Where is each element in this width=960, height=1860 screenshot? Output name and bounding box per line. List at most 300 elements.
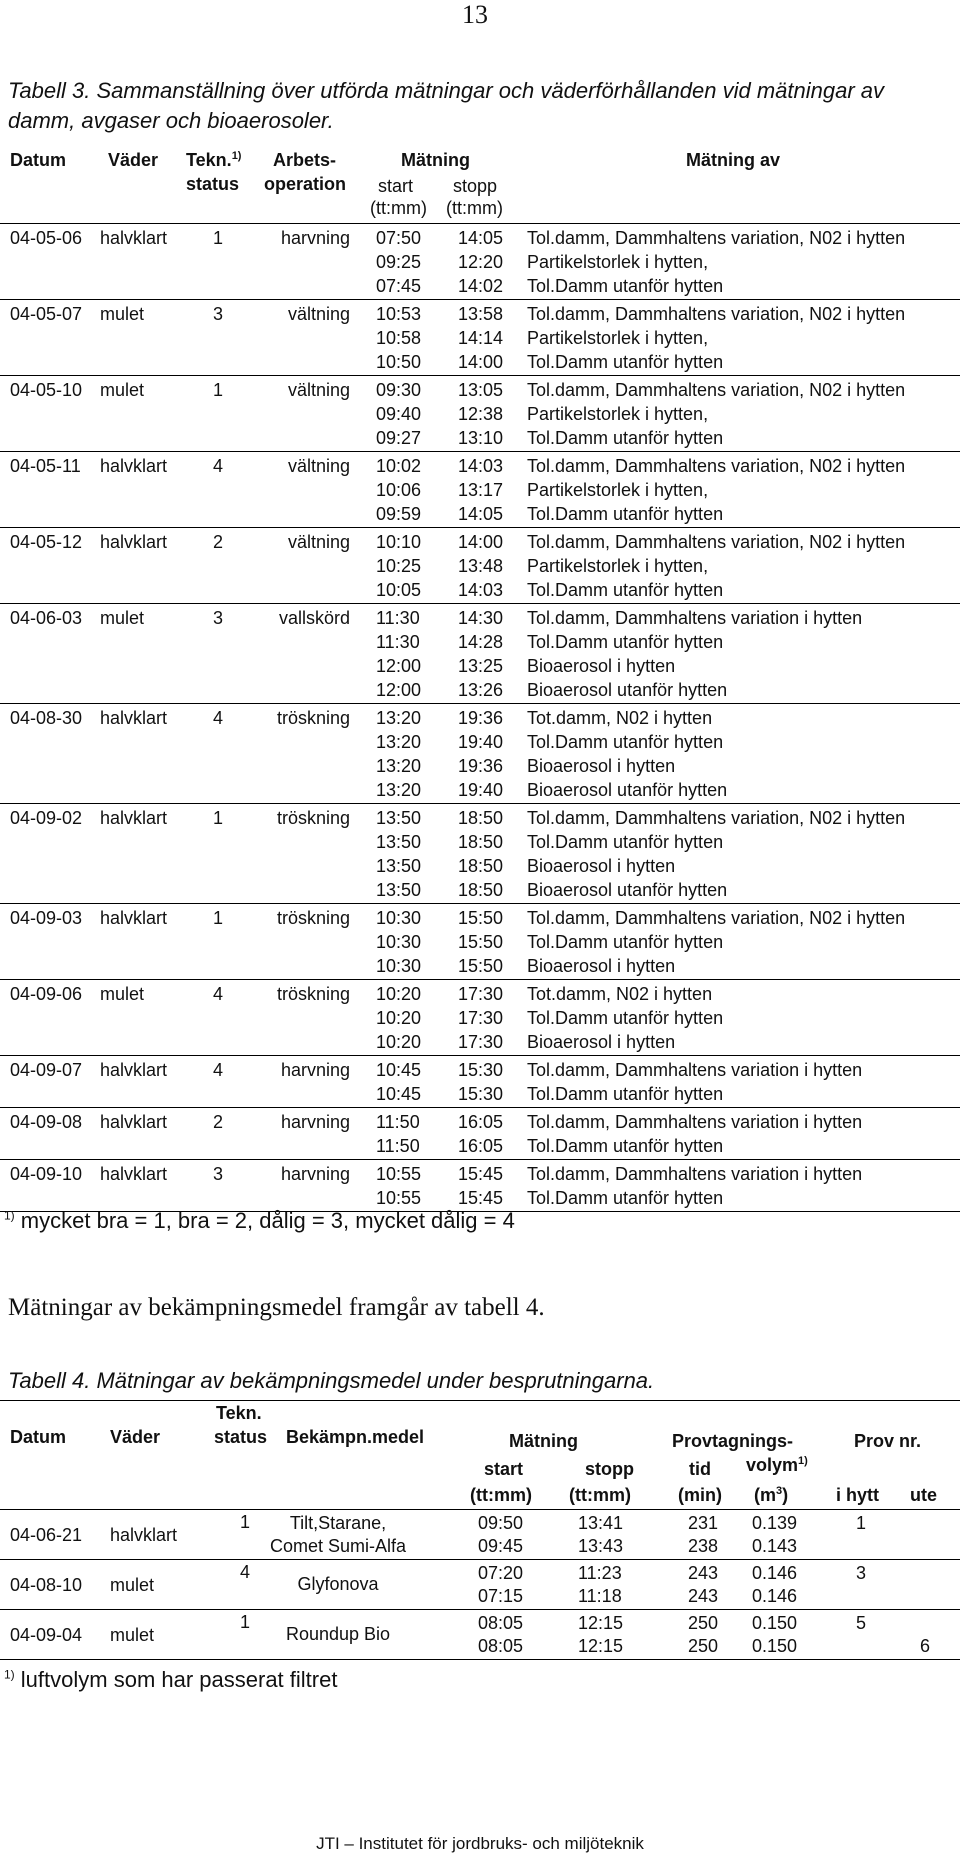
t4-header-medel: Bekämpn.medel <box>286 1427 425 1447</box>
cell-measurement: Tol.Damm utanför hytten <box>527 732 724 752</box>
cell-date: 04-05-06 <box>10 228 83 248</box>
cell-stop: 16:05 <box>458 1112 504 1132</box>
cell-operation: vältning <box>287 532 350 552</box>
cell-measurement: Tol.Damm utanför hytten <box>527 932 724 952</box>
cell-agent: Glyfonova <box>297 1574 379 1594</box>
cell-date: 04-09-08 <box>10 1112 83 1132</box>
cell-weather: halvklart <box>100 708 168 728</box>
cell-stop: 15:45 <box>458 1164 504 1184</box>
cell-weather: halvklart <box>110 1525 178 1545</box>
table-row <box>0 530 960 554</box>
cell-operation: harvning <box>280 1112 350 1132</box>
cell-weather: halvklart <box>100 1112 168 1132</box>
cell-date: 04-09-10 <box>10 1164 83 1184</box>
cell-date: 04-09-02 <box>10 808 83 828</box>
cell-time: 250 <box>688 1613 719 1633</box>
cell-measurement: Tol.damm, Dammhaltens variation, N02 i hytten <box>527 456 906 476</box>
cell-measurement: Tol.damm, Dammhaltens variation i hytten <box>527 1164 863 1184</box>
cell-date: 04-06-03 <box>10 608 83 628</box>
table-row <box>0 302 960 326</box>
cell-weather: halvklart <box>100 228 168 248</box>
table-row <box>0 554 960 578</box>
header-vader: Väder <box>108 150 159 170</box>
table-group <box>0 904 960 980</box>
cell-stop: 18:50 <box>458 808 504 828</box>
cell-start: 10:45 <box>376 1060 422 1080</box>
cell-date: 04-09-04 <box>10 1625 83 1645</box>
cell-operation: vältning <box>287 380 350 400</box>
cell-status: 1 <box>240 1512 251 1532</box>
cell-weather: mulet <box>110 1575 155 1595</box>
body-paragraph: Mätningar av bekämpningsmedel framgår av tabell 4. <box>8 1294 545 1321</box>
cell-stop: 17:30 <box>458 984 504 1004</box>
table-row <box>0 654 960 678</box>
table-group <box>0 1160 960 1212</box>
cell-stop: 14:05 <box>458 504 504 524</box>
table-group <box>0 300 960 376</box>
cell-agent: Comet Sumi-Alfa <box>269 1536 407 1556</box>
cell-start: 09:30 <box>376 380 422 400</box>
cell-stop: 13:41 <box>578 1513 624 1533</box>
cell-start: 10:30 <box>376 908 422 928</box>
cell-operation: vallskörd <box>278 608 350 628</box>
cell-date: 04-09-03 <box>10 908 83 928</box>
cell-start: 10:30 <box>376 956 422 976</box>
cell-start: 10:25 <box>376 556 422 576</box>
cell-start: 11:30 <box>376 608 420 628</box>
header-operation: operation <box>264 174 347 194</box>
cell-status: 2 <box>213 532 224 552</box>
t4-header-status: status <box>214 1427 268 1447</box>
header-status: status <box>186 174 240 194</box>
table-row <box>0 630 960 654</box>
cell-measurement: Partikelstorlek i hytten, <box>527 404 709 424</box>
cell-measurement: Tol.damm, Dammhaltens variation, N02 i hytten <box>527 304 906 324</box>
cell-start: 09:40 <box>376 404 422 424</box>
cell-stop: 13:10 <box>458 428 504 448</box>
cell-stop: 15:30 <box>458 1084 504 1104</box>
cell-time: 243 <box>688 1586 719 1606</box>
t4-header-vader: Väder <box>110 1427 161 1447</box>
cell-status: 4 <box>240 1562 251 1582</box>
cell-volume: 0.150 <box>752 1613 798 1633</box>
cell-stop: 12:15 <box>578 1636 624 1656</box>
cell-time: 243 <box>688 1563 719 1583</box>
footnote-text: mycket bra = 1, bra = 2, dålig = 3, mycket dålig = 4 <box>20 1208 515 1233</box>
cell-start: 09:27 <box>376 428 422 448</box>
table-row <box>0 426 960 450</box>
cell-operation: tröskning <box>276 908 350 928</box>
table-row <box>0 1058 960 1082</box>
cell-start: 09:59 <box>376 504 422 524</box>
cell-volume: 0.139 <box>752 1513 798 1533</box>
cell-status: 3 <box>213 304 224 324</box>
table3-footnote <box>4 1208 515 1234</box>
footnote-mark: 1) <box>4 1667 15 1682</box>
cell-measurement: Tol.Damm utanför hytten <box>527 580 724 600</box>
cell-stop: 17:30 <box>458 1032 504 1052</box>
header-arbets: Arbets- <box>273 150 337 170</box>
cell-start: 10:55 <box>376 1188 422 1208</box>
cell-stop: 15:45 <box>458 1188 504 1208</box>
table4-caption: Tabell 4. Mätningar av bekämpningsmedel under besprutningarna. <box>8 1368 655 1393</box>
table-row <box>0 878 960 902</box>
cell-operation: harvning <box>280 228 350 248</box>
cell-sample-cab: 5 <box>856 1613 867 1633</box>
cell-start: 13:50 <box>376 808 422 828</box>
cell-measurement: Bioaerosol i hytten <box>527 956 676 976</box>
cell-agent: Roundup Bio <box>285 1624 391 1644</box>
table-group <box>0 452 960 528</box>
t4-header-tekn: Tekn. <box>216 1403 262 1423</box>
cell-start: 13:20 <box>376 732 422 752</box>
cell-stop: 14:14 <box>458 328 504 348</box>
t4-header-matning: Mätning <box>509 1431 578 1451</box>
header-start: start <box>378 176 414 196</box>
header-stopp: stopp <box>453 176 498 196</box>
cell-measurement: Tol.Damm utanför hytten <box>527 1084 724 1104</box>
table-row <box>0 1186 960 1210</box>
cell-status: 1 <box>240 1612 251 1632</box>
cell-weather: halvklart <box>100 532 168 552</box>
table-group <box>0 224 960 300</box>
cell-measurement: Tol.Damm utanför hytten <box>527 352 724 372</box>
cell-stop: 13:26 <box>458 680 504 700</box>
cell-agent: Tilt,Starane, <box>289 1513 387 1533</box>
table3-caption: Tabell 3. Sammanställning över utförda mätningar och väderförhållanden vid mätningar av damm, avgaser och bioaerosoler. <box>8 78 885 133</box>
table3 <box>0 148 960 1212</box>
t4-header-datum: Datum <box>10 1427 67 1447</box>
cell-status: 4 <box>213 708 224 728</box>
cell-measurement: Partikelstorlek i hytten, <box>527 480 709 500</box>
table-row <box>0 502 960 526</box>
cell-measurement: Tol.Damm utanför hytten <box>527 276 724 296</box>
cell-operation: tröskning <box>276 808 350 828</box>
cell-stop: 13:43 <box>578 1536 624 1556</box>
header-tekn-note: 1) <box>231 150 242 162</box>
cell-time: 238 <box>688 1536 719 1556</box>
cell-start: 11:50 <box>376 1112 420 1132</box>
cell-start: 10:20 <box>376 1008 422 1028</box>
cell-measurement: Tol.damm, Dammhaltens variation i hytten <box>527 1060 863 1080</box>
cell-stop: 14:03 <box>458 580 504 600</box>
cell-start: 10:50 <box>376 352 422 372</box>
cell-measurement: Bioaerosol i hytten <box>527 656 676 676</box>
t4-header-stopp-unit: (tt:mm) <box>569 1485 631 1505</box>
cell-sample-cab: 3 <box>856 1563 867 1583</box>
cell-start: 09:50 <box>478 1513 524 1533</box>
cell-stop: 16:05 <box>458 1136 504 1156</box>
cell-stop: 15:30 <box>458 1060 504 1080</box>
cell-stop: 14:00 <box>458 352 504 372</box>
t4-header-i-hytt: i hytt <box>836 1485 879 1505</box>
cell-stop: 18:50 <box>458 832 504 852</box>
cell-weather: mulet <box>100 380 145 400</box>
table4 <box>0 1400 960 1660</box>
cell-measurement: Bioaerosol utanför hytten <box>527 780 728 800</box>
cell-status: 1 <box>213 380 224 400</box>
cell-start: 11:30 <box>376 632 420 652</box>
t4-header-provtagnings: Provtagnings- <box>672 1431 794 1451</box>
cell-start: 13:50 <box>376 856 422 876</box>
table-row <box>0 1134 960 1158</box>
table4-header <box>0 1400 960 1510</box>
cell-stop: 18:50 <box>458 880 504 900</box>
cell-start: 10:06 <box>376 480 422 500</box>
cell-weather: mulet <box>110 1625 155 1645</box>
cell-start: 10:53 <box>376 304 422 324</box>
cell-volume: 0.146 <box>752 1563 798 1583</box>
header-matning-av: Mätning av <box>686 150 781 170</box>
cell-stop: 11:23 <box>578 1563 622 1583</box>
cell-start: 09:45 <box>478 1536 524 1556</box>
cell-status: 2 <box>213 1112 224 1132</box>
cell-weather: halvklart <box>100 456 168 476</box>
cell-weather: mulet <box>100 608 145 628</box>
cell-date: 04-05-10 <box>10 380 83 400</box>
cell-operation: tröskning <box>276 708 350 728</box>
cell-date: 04-09-06 <box>10 984 83 1004</box>
cell-start: 13:50 <box>376 880 422 900</box>
table-group <box>0 376 960 452</box>
table3-body <box>0 224 960 1212</box>
cell-status: 1 <box>213 228 224 248</box>
cell-measurement: Tot.damm, N02 i hytten <box>527 708 713 728</box>
cell-status: 1 <box>213 908 224 928</box>
table3-header <box>0 148 960 224</box>
table-row <box>0 1162 960 1186</box>
header-start-unit: (tt:mm) <box>370 198 427 218</box>
cell-start: 07:50 <box>376 228 422 248</box>
cell-stop: 12:20 <box>458 252 504 272</box>
cell-stop: 17:30 <box>458 1008 504 1028</box>
cell-volume: 0.150 <box>752 1636 798 1656</box>
footnote-mark: 1) <box>4 1208 15 1223</box>
table-row <box>0 706 960 730</box>
cell-start: 10:10 <box>376 532 422 552</box>
cell-start: 09:25 <box>376 252 422 272</box>
table-row <box>0 954 960 978</box>
cell-stop: 13:48 <box>458 556 504 576</box>
cell-measurement: Tol.damm, Dammhaltens variation, N02 i hytten <box>527 808 906 828</box>
table-row <box>0 806 960 830</box>
cell-weather: mulet <box>100 304 145 324</box>
table-row <box>0 1006 960 1030</box>
table-group <box>0 1510 960 1560</box>
table-row <box>0 402 960 426</box>
cell-start: 12:00 <box>376 680 422 700</box>
cell-measurement: Tol.damm, Dammhaltens variation, N02 i hytten <box>527 380 906 400</box>
cell-measurement: Tol.damm, Dammhaltens variation i hytten <box>527 608 863 628</box>
cell-stop: 12:15 <box>578 1613 624 1633</box>
table-row <box>0 830 960 854</box>
table-group <box>0 1610 960 1660</box>
cell-measurement: Partikelstorlek i hytten, <box>527 556 709 576</box>
t4-header-start: start <box>484 1459 524 1479</box>
cell-weather: halvklart <box>100 908 168 928</box>
cell-measurement: Tol.Damm utanför hytten <box>527 632 724 652</box>
t4-header-tid: tid <box>689 1459 711 1479</box>
cell-measurement: Bioaerosol i hytten <box>527 756 676 776</box>
table-row <box>0 906 960 930</box>
cell-stop: 19:40 <box>458 780 504 800</box>
cell-measurement: Tol.damm, Dammhaltens variation, N02 i hytten <box>527 228 906 248</box>
cell-date: 04-05-11 <box>10 456 81 476</box>
cell-stop: 12:38 <box>458 404 504 424</box>
t4-header-volym-unit: $(m^3)$ <box>754 1485 789 1505</box>
cell-weather: halvklart <box>100 1060 168 1080</box>
cell-date: 04-08-10 <box>10 1575 83 1595</box>
cell-start: 10:02 <box>376 456 422 476</box>
cell-stop: 13:05 <box>458 380 504 400</box>
cell-sample-out: 6 <box>920 1636 931 1656</box>
table-row <box>0 250 960 274</box>
cell-volume: 0.143 <box>752 1536 798 1556</box>
table-row <box>0 578 960 602</box>
cell-measurement: Bioaerosol i hytten <box>527 1032 676 1052</box>
cell-stop: 14:02 <box>458 276 504 296</box>
cell-stop: 15:50 <box>458 956 504 976</box>
header-matning: Mätning <box>401 150 470 170</box>
cell-operation: harvning <box>280 1164 350 1184</box>
header-stopp-unit: (tt:mm) <box>446 198 503 218</box>
header-tekn: Tekn.$^{1)}$ <box>186 150 242 170</box>
cell-start: 10:20 <box>376 1032 422 1052</box>
cell-stop: 19:36 <box>458 708 504 728</box>
page-footer: JTI – Institutet för jordbruks- och miljöteknik <box>316 1834 644 1853</box>
cell-measurement: Tol.damm, Dammhaltens variation, N02 i hytten <box>527 908 906 928</box>
cell-start: 13:20 <box>376 780 422 800</box>
table-group <box>0 1108 960 1160</box>
cell-start: 13:20 <box>376 756 422 776</box>
cell-stop: 19:36 <box>458 756 504 776</box>
table-row <box>0 274 960 298</box>
cell-stop: 14:03 <box>458 456 504 476</box>
cell-start: 10:05 <box>376 580 422 600</box>
cell-status: 1 <box>213 808 224 828</box>
table-row <box>0 754 960 778</box>
cell-operation: vältning <box>287 304 350 324</box>
cell-stop: 13:17 <box>458 480 504 500</box>
cell-stop: 13:58 <box>458 304 504 324</box>
cell-stop: 14:30 <box>458 608 504 628</box>
cell-operation: vältning <box>287 456 350 476</box>
cell-measurement: Partikelstorlek i hytten, <box>527 328 709 348</box>
cell-start: 10:58 <box>376 328 422 348</box>
cell-measurement: Tol.Damm utanför hytten <box>527 1188 724 1208</box>
cell-status: 3 <box>213 1164 224 1184</box>
cell-start: 07:45 <box>376 276 422 296</box>
t4-header-stopp: stopp <box>585 1459 634 1479</box>
table-row <box>0 1110 960 1134</box>
cell-date: 04-06-21 <box>10 1525 83 1545</box>
cell-date: 04-05-07 <box>10 304 83 324</box>
cell-measurement: Bioaerosol utanför hytten <box>527 880 728 900</box>
table-row <box>0 326 960 350</box>
t4-header-provnr: Prov nr. <box>854 1431 922 1451</box>
table-row <box>0 606 960 630</box>
cell-start: 12:00 <box>376 656 422 676</box>
cell-stop: 13:25 <box>458 656 504 676</box>
table-row <box>0 1030 960 1054</box>
cell-measurement: Tol.Damm utanför hytten <box>527 428 724 448</box>
table-row <box>0 982 960 1006</box>
cell-operation: tröskning <box>276 984 350 1004</box>
table-row <box>0 226 960 250</box>
cell-weather: mulet <box>100 984 145 1004</box>
table-row <box>0 678 960 702</box>
cell-sample-cab: 1 <box>856 1513 867 1533</box>
t4-header-tid-unit: (min) <box>678 1485 722 1505</box>
cell-measurement: Tol.Damm utanför hytten <box>527 1008 724 1028</box>
cell-operation: harvning <box>280 1060 350 1080</box>
cell-start: 13:20 <box>376 708 422 728</box>
table4-footnote <box>4 1667 337 1693</box>
t4-header-volym-note: 1) <box>798 1455 808 1467</box>
cell-start: 07:15 <box>478 1586 524 1606</box>
table-row <box>0 730 960 754</box>
cell-measurement: Tol.Damm utanför hytten <box>527 1136 724 1156</box>
cell-start: 10:55 <box>376 1164 422 1184</box>
cell-start: 10:30 <box>376 932 422 952</box>
cell-date: 04-09-07 <box>10 1060 83 1080</box>
t4-header-start-unit: (tt:mm) <box>470 1485 532 1505</box>
cell-start: 13:50 <box>376 832 422 852</box>
cell-start: 07:20 <box>478 1563 524 1583</box>
table-row <box>0 1082 960 1106</box>
table-group <box>0 528 960 604</box>
cell-status: 4 <box>213 984 224 1004</box>
cell-stop: 19:40 <box>458 732 504 752</box>
cell-measurement: Tol.Damm utanför hytten <box>527 832 724 852</box>
cell-weather: halvklart <box>100 1164 168 1184</box>
cell-measurement: Tot.damm, N02 i hytten <box>527 984 713 1004</box>
cell-start: 10:20 <box>376 984 422 1004</box>
cell-start: 08:05 <box>478 1636 524 1656</box>
cell-volume: 0.146 <box>752 1586 798 1606</box>
cell-measurement: Tol.Damm utanför hytten <box>527 504 724 524</box>
cell-start: 08:05 <box>478 1613 524 1633</box>
table-row <box>0 350 960 374</box>
cell-measurement: Bioaerosol i hytten <box>527 856 676 876</box>
table-group <box>0 1560 960 1610</box>
footnote-text: luftvolym som har passerat filtret <box>20 1667 338 1692</box>
cell-stop: 14:28 <box>458 632 504 652</box>
cell-measurement: Partikelstorlek i hytten, <box>527 252 709 272</box>
table-group <box>0 704 960 804</box>
cell-stop: 14:00 <box>458 532 504 552</box>
cell-start: 10:45 <box>376 1084 422 1104</box>
t4-header-ute: ute <box>910 1485 937 1505</box>
cell-status: 4 <box>213 1060 224 1080</box>
table-group <box>0 604 960 704</box>
table4-body <box>0 1510 960 1660</box>
cell-start: 11:50 <box>376 1136 420 1156</box>
cell-time: 231 <box>688 1513 719 1533</box>
page-number: 13 <box>462 0 488 29</box>
cell-stop: 15:50 <box>458 908 504 928</box>
cell-weather: halvklart <box>100 808 168 828</box>
table-group <box>0 804 960 904</box>
cell-status: 3 <box>213 608 224 628</box>
cell-measurement: Tol.damm, Dammhaltens variation i hytten <box>527 1112 863 1132</box>
cell-stop: 15:50 <box>458 932 504 952</box>
table-row <box>0 378 960 402</box>
cell-measurement: Bioaerosol utanför hytten <box>527 680 728 700</box>
cell-stop: 11:18 <box>578 1586 622 1606</box>
cell-date: 04-05-12 <box>10 532 83 552</box>
t4-header-volym: volym$^{1)}$ <box>746 1455 808 1475</box>
